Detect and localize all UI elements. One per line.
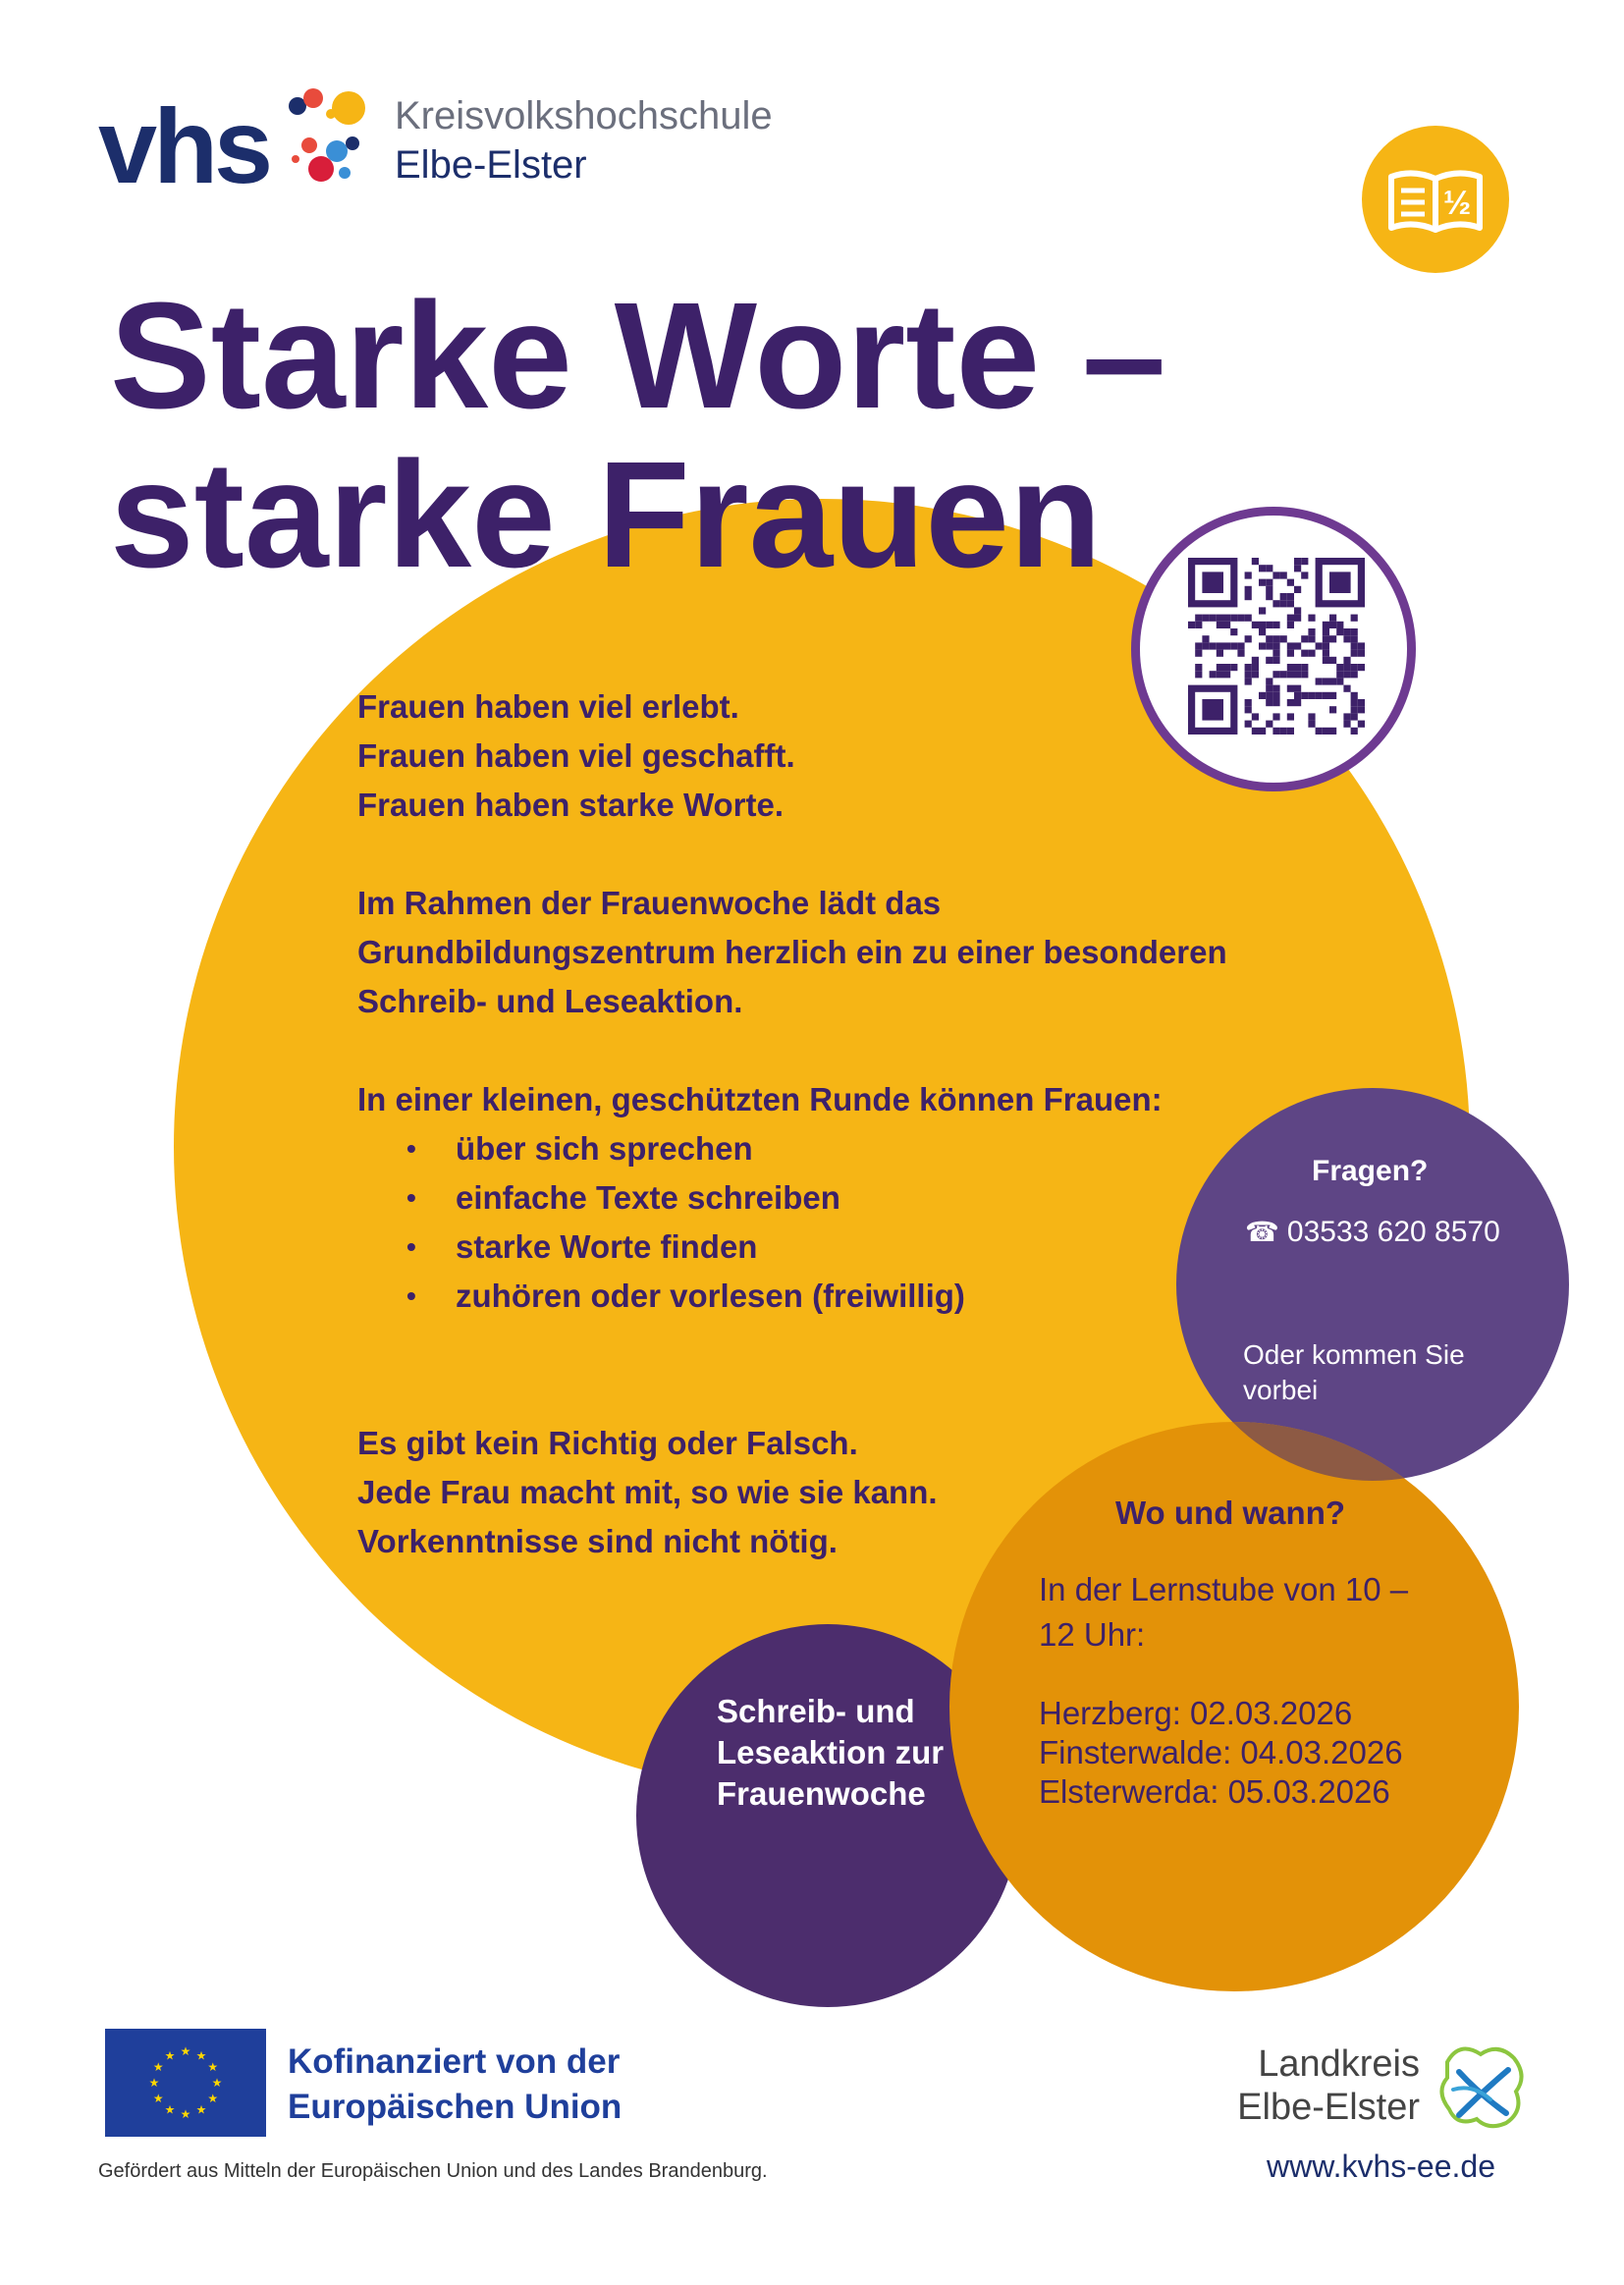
contact-heading: Fragen? bbox=[1312, 1155, 1429, 1187]
eu-cofunding bbox=[288, 2040, 622, 2130]
list-item: • zuhören oder vorlesen (freiwillig) bbox=[357, 1272, 1339, 1321]
date-item: Herzberg: 02.03.2026 bbox=[1039, 1695, 1353, 1731]
funding-note: Gefördert aus Mitteln der Europäischen Union und des Landes Brandenburg. bbox=[98, 2160, 768, 2182]
svg-text:★: ★ bbox=[207, 2060, 219, 2074]
date-item: Finsterwalde: 04.03.2026 bbox=[1039, 1734, 1403, 1770]
svg-text:★: ★ bbox=[195, 2048, 207, 2063]
event-label: Schreib- und Leseaktion zur Frauenwoche bbox=[717, 1693, 945, 1812]
intro-line: Frauen haben viel geschafft. bbox=[357, 737, 795, 774]
vhs-logo-text: vhs bbox=[98, 86, 270, 205]
svg-text:★: ★ bbox=[207, 2092, 219, 2105]
svg-text:★: ★ bbox=[164, 2048, 176, 2063]
svg-text:★: ★ bbox=[211, 2076, 223, 2090]
svg-text:★: ★ bbox=[152, 2060, 164, 2074]
invite-line: Schreib- und Leseaktion. bbox=[357, 983, 743, 1019]
district-line2: Elbe-Elster bbox=[1237, 2087, 1420, 2128]
intro-line: Frauen haben viel erlebt. bbox=[357, 688, 739, 725]
svg-text:★: ★ bbox=[148, 2076, 160, 2090]
phone-number[interactable] bbox=[1245, 1216, 1500, 1249]
closing-line: Es gibt kein Richtig oder Falsch. bbox=[357, 1425, 858, 1461]
svg-text:½: ½ bbox=[1442, 185, 1472, 222]
phone-icon: ☎ bbox=[1245, 1217, 1279, 1247]
invite-line: Grundbildungszentrum herzlich ein zu einer besonderen bbox=[357, 934, 1227, 970]
eu-flag-icon bbox=[105, 2029, 266, 2137]
phone-text: 03533 620 8570 bbox=[1286, 1216, 1500, 1248]
eu-line1: Kofinanziert von der bbox=[288, 2042, 621, 2081]
svg-text:★: ★ bbox=[180, 2044, 191, 2058]
intro-line: Frauen haben starke Worte. bbox=[357, 787, 785, 823]
activity-list bbox=[357, 1124, 1339, 1321]
district-name bbox=[1200, 2042, 1420, 2129]
svg-text:★: ★ bbox=[195, 2102, 207, 2117]
visit-text: Oder kommen Sie vorbei bbox=[1243, 1339, 1465, 1405]
date-list bbox=[1039, 1694, 1403, 1812]
district-line1: Landkreis bbox=[1258, 2043, 1420, 2085]
list-item: • starke Worte finden bbox=[357, 1223, 1339, 1272]
closing-line: Vorkenntnisse sind nicht nötig. bbox=[357, 1523, 838, 1559]
invite-line: Im Rahmen der Frauenwoche lädt das bbox=[357, 885, 942, 921]
main-text bbox=[357, 682, 1339, 1566]
svg-text:★: ★ bbox=[152, 2092, 164, 2105]
svg-text:★: ★ bbox=[164, 2102, 176, 2117]
district-logo-icon bbox=[1430, 2033, 1538, 2141]
closing-line: Jede Frau macht mit, so wie sie kann. bbox=[357, 1474, 938, 1510]
vhs-logo-dots-icon bbox=[278, 86, 386, 194]
title-line1: Starke Worte – bbox=[110, 271, 1166, 440]
date-item: Elsterwerda: 05.03.2026 bbox=[1039, 1773, 1390, 1810]
website-link[interactable]: www.kvhs-ee.de bbox=[1267, 2149, 1495, 2184]
place-time: In der Lernstube von 10 – 12 Uhr: bbox=[1039, 1571, 1409, 1653]
org-name-line2: Elbe-Elster bbox=[395, 143, 587, 187]
svg-text:★: ★ bbox=[180, 2107, 191, 2121]
round-intro: In einer kleinen, geschützten Runde können Frauen: bbox=[357, 1081, 1163, 1117]
list-item: • über sich sprechen bbox=[357, 1124, 1339, 1173]
book-half-icon bbox=[1362, 126, 1509, 273]
eu-line2: Europäischen Union bbox=[288, 2088, 623, 2126]
title-line2: starke Frauen bbox=[110, 429, 1103, 599]
org-name-line1: Kreisvolkshochschule bbox=[395, 94, 773, 137]
list-item: • einfache Texte schreiben bbox=[357, 1173, 1339, 1223]
page-title bbox=[110, 271, 1166, 599]
where-when-heading: Wo und wann? bbox=[1115, 1495, 1346, 1531]
